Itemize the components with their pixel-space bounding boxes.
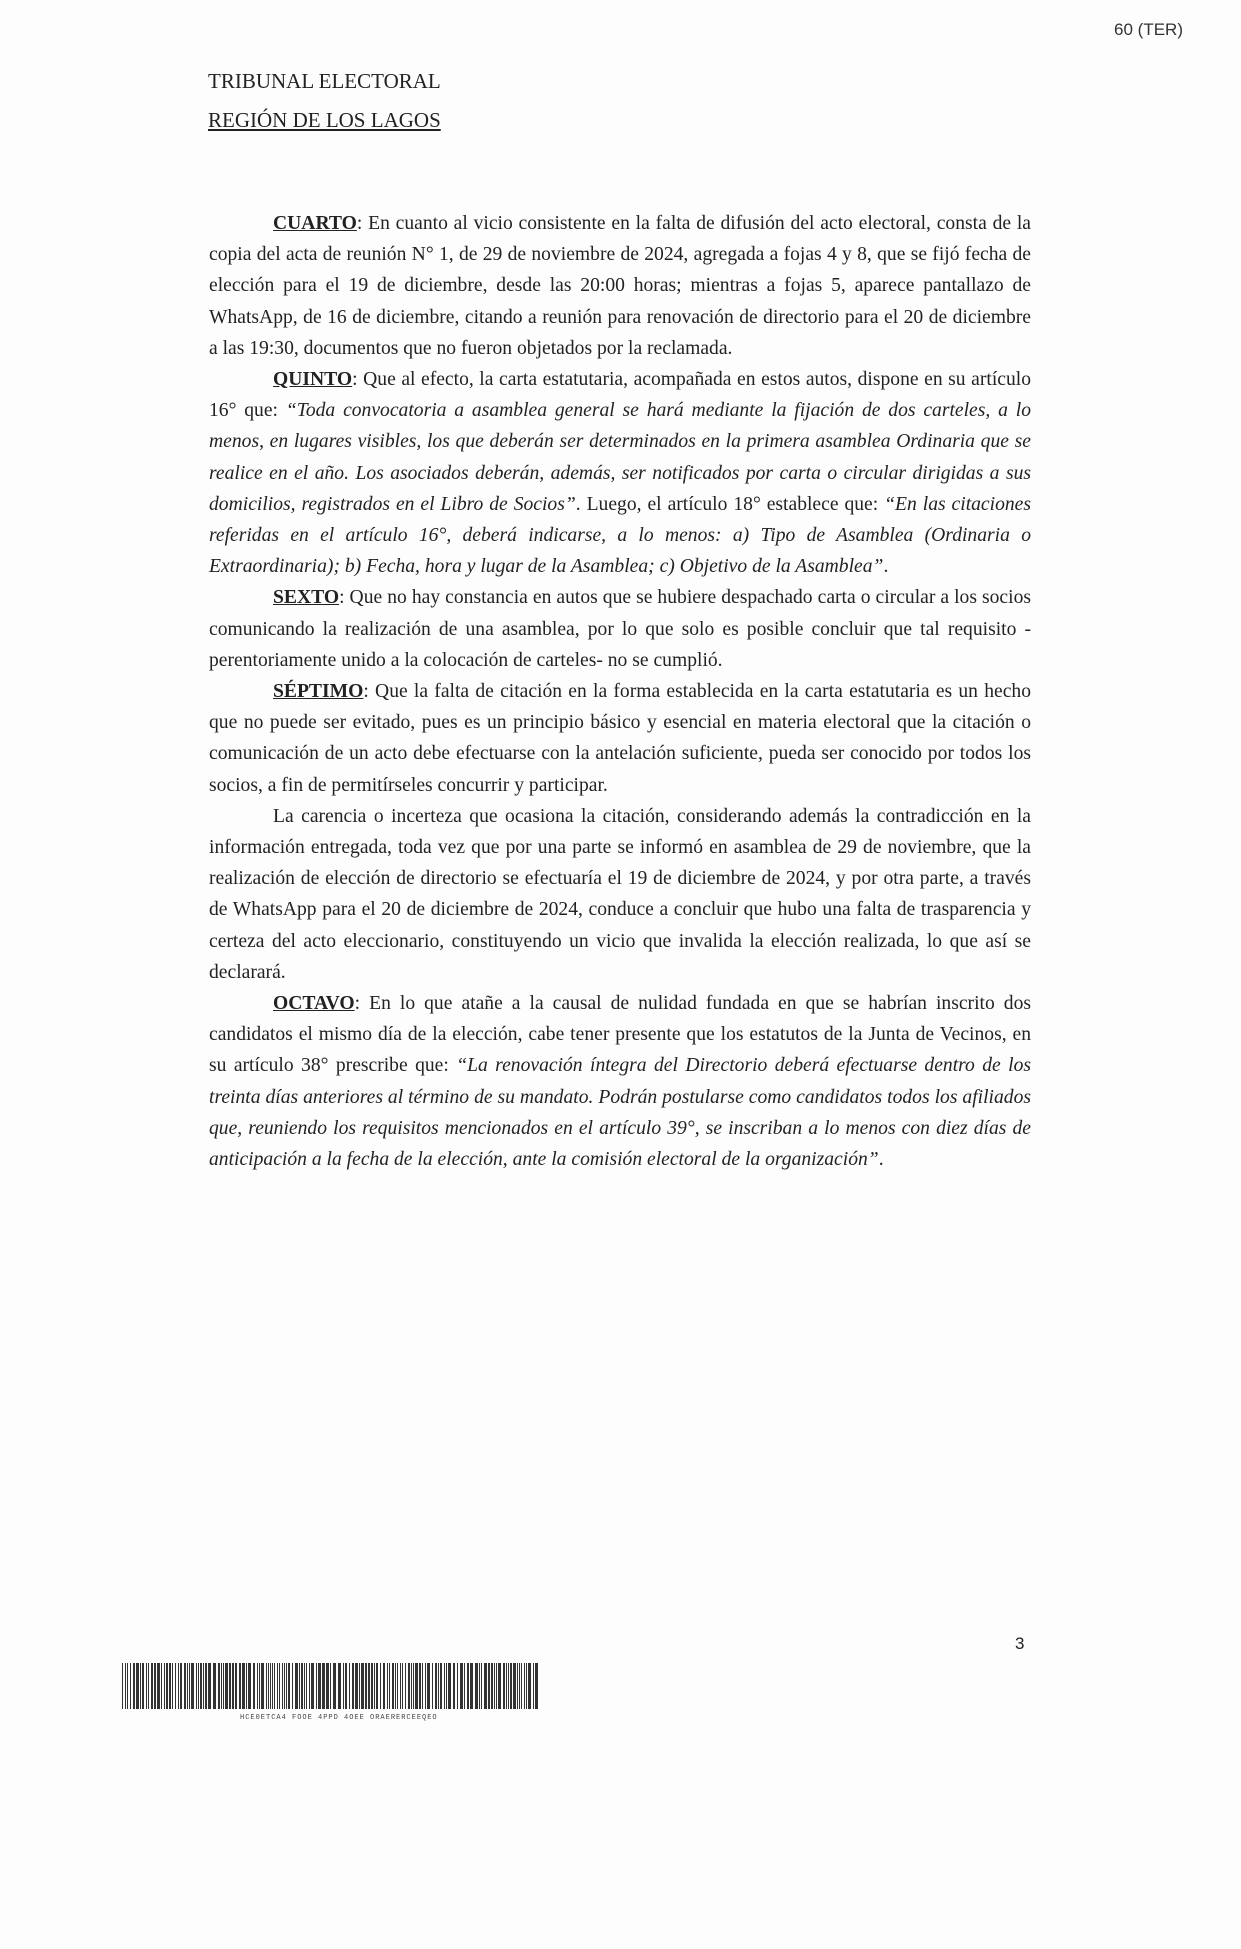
document-header (208, 62, 441, 140)
paragraph-text: . (878, 1149, 884, 1171)
paragraph-sexto (209, 582, 1031, 676)
paragraph-text: La carencia o incerteza que ocasiona la citación, considerando además la contradicción en la información entregada, toda vez que por una parte se informó en asamblea de 29 de noviembre, que la realización de elección de directorio se efectuaría el 19 de diciembre de 2024, y por otra parte, a través de WhatsApp para el 20 de diciembre de 2024, conduce a concluir que hubo una falta de trasparencia y certeza del acto eleccionario, constituyendo un vicio que invalida la elección realizada, lo que así se declarará. (209, 805, 1031, 983)
paragraph-text: : En cuanto al vicio consistente en la falta de difusión del acto electoral, consta de la copia del acta de reunión N° 1, de 29 de noviembre de 2024, agregada a fojas 4 y 8, que se fijó fecha de elección para el 19 de diciembre, desde las 20:00 horas; mientras a fojas 5, aparece pantallazo de WhatsApp, de 16 de diciembre, citando a reunión para renovación de directorio para el 20 de diciembre a las 19:30, documentos que no fueron objetados por la reclamada. (209, 213, 1031, 359)
header-line-2: REGIÓN DE LOS LAGOS (208, 108, 441, 132)
document-body (209, 208, 1031, 1175)
header-line-1: TRIBUNAL ELECTORAL (208, 69, 441, 93)
paragraph-text: : En lo que atañe a la causal de nulidad fundada en que se habrían inscrito dos candidatos el mismo día de la elección, cabe tener presente que los estatutos de la Junta de Vecinos, en su artículo 38° prescribe que: (209, 993, 1031, 1077)
page-reference: 60 (TER) (1114, 20, 1183, 39)
paragraph-septimo (209, 676, 1031, 801)
statute-quote: “Toda convocatoria a asamblea general se hará mediante la fijación de dos carteles, a lo menos, en lugares visibles, los que deberán ser determinados en la primera asamblea Ordinaria que se realice en el año. Los asociados deberán, además, ser notificados por carta o circular dirigidas a sus domicilios, registrados en el Libro de Socios” (209, 400, 1031, 515)
paragraph-cuarto (209, 208, 1031, 364)
statute-quote: “En las citaciones referidas en el artículo 16°, deberá indicarse, a lo menos: a) Tipo de Asamblea (Ordinaria o Extraordinaria); b) Fecha, hora y lugar de la Asamblea; c) Objetivo de la Asamblea” (209, 493, 1031, 578)
paragraph-octavo (209, 988, 1031, 1175)
barcode-image (122, 1663, 542, 1709)
paragraph-text: : Que al efecto, la carta estatutaria, acompañada en estos autos, dispone en su artículo 16° que: (209, 369, 1031, 422)
section-label-quinto: QUINTO (273, 369, 353, 391)
statute-quote: “La renovación íntegra del Directorio deberá efectuarse dentro de los treinta días anteriores al término de su mandato. Podrán postularse como candidatos todos los afiliados que, reuniendo los requisitos mencionados en el artículo 39°, se inscriban a lo menos con diez días de anticipación a la fecha de la elección, ante la comisión electoral de la organización” (209, 1055, 1031, 1171)
page-number: 3 (1015, 1634, 1025, 1653)
section-label-octavo: OCTAVO (273, 993, 355, 1015)
paragraph-text: : Que la falta de citación en la forma establecida en la carta estatutaria es un hecho que no puede ser evitado, pues es un principio básico y esencial en materia electoral que la citación o comunicación de un acto debe efectuarse con la antelación suficiente, pueda ser conocido por todos los socios, a fin de permitírseles concurrir y participar. (209, 681, 1031, 796)
paragraph-quinto (209, 364, 1031, 582)
section-label-septimo: SÉPTIMO (273, 681, 364, 703)
paragraph-text: : Que no hay constancia en autos que se hubiere despachado carta o circular a los socios comunicando la realización de una asamblea, por lo que solo es posible concluir que tal requisito -perentoriamente unido a la colocación de carteles- no se cumplió. (209, 587, 1031, 671)
barcode-number: HCE0ETCA4 FOOE 4PPD 4OEE ORAERERCEEQEO (240, 1714, 438, 1722)
section-label-sexto: SEXTO (273, 587, 340, 609)
paragraph-text: . Luego, el artículo 18° establece que: (575, 493, 885, 515)
section-label-cuarto: CUARTO (273, 213, 357, 234)
paragraph-text: . (883, 556, 889, 578)
paragraph-carencia (209, 801, 1031, 988)
